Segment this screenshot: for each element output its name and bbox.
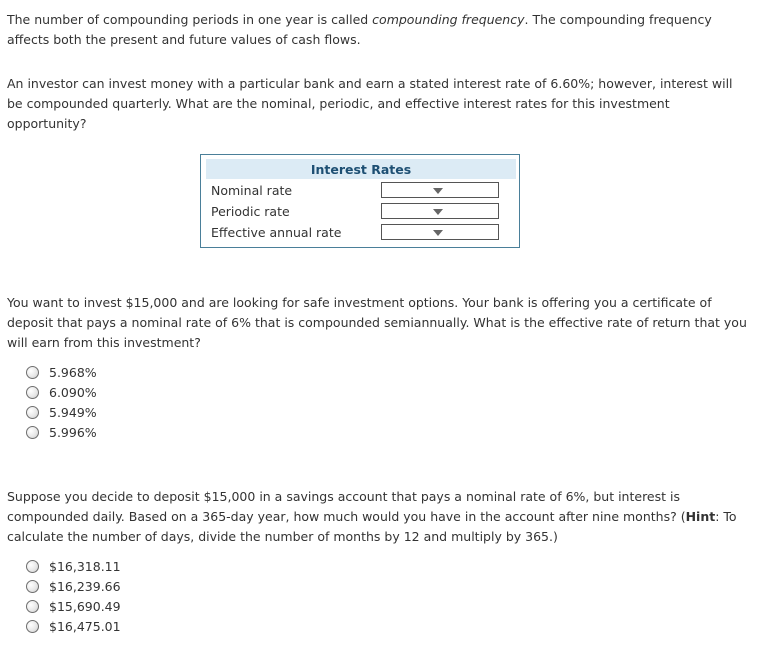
q3-option-4-label: $16,475.01: [49, 619, 121, 634]
interest-rates-title: Interest Rates: [206, 159, 516, 179]
nominal-rate-dropdown[interactable]: [381, 182, 499, 198]
radio-button-icon[interactable]: [26, 406, 39, 419]
chevron-down-icon: [433, 209, 443, 215]
radio-button-icon[interactable]: [26, 620, 39, 633]
q3-text-before: Suppose you decide to deposit $15,000 in a savings account that pays a nominal rate of 6%, but interest is compounded daily. Based on a 365-day year, how much would you have in the account after nine months? (: [7, 489, 686, 524]
radio-button-icon[interactable]: [26, 560, 39, 573]
q2-option-1-label: 5.968%: [49, 365, 97, 380]
radio-button-icon[interactable]: [26, 580, 39, 593]
periodic-rate-row: [211, 201, 511, 222]
question1-text: An investor can invest money with a particular bank and earn a stated interest rate of 6.60%; however, interest will be compounded quarterly. What are the nominal, periodic, and effective interest rates for this investment opportunity?: [7, 76, 733, 131]
q3-hint-label: Hint: [685, 509, 716, 524]
chevron-down-icon: [433, 188, 443, 194]
radio-button-icon[interactable]: [26, 366, 39, 379]
radio-button-icon[interactable]: [26, 426, 39, 439]
effective-rate-dropdown[interactable]: [381, 224, 499, 240]
radio-button-icon[interactable]: [26, 386, 39, 399]
intro-text-after: . The compounding frequency affects both the present and future values of cash flows.: [7, 12, 712, 47]
q2-option-2-label: 6.090%: [49, 385, 97, 400]
chevron-down-icon: [433, 230, 443, 236]
intro-paragraph: [7, 10, 752, 50]
q3-option-1-label: $16,318.11: [49, 559, 121, 574]
q2-option-4-label: 5.996%: [49, 425, 97, 440]
effective-rate-row: [211, 222, 511, 243]
nominal-rate-label: Nominal rate: [211, 183, 293, 198]
q2-option-3-label: 5.949%: [49, 405, 97, 420]
q3-text-after: : To calculate the number of days, divide the number of months by 12 and multiply by 365.): [7, 509, 737, 544]
periodic-rate-label: Periodic rate: [211, 204, 290, 219]
intro-text-before: The number of compounding periods in one year is called: [7, 12, 373, 27]
question2-text: You want to invest $15,000 and are looking for safe investment options. Your bank is offering you a certificate of deposit that pays a nominal rate of 6% that is compounded semiannually. What is the effective rate of return that you will earn from this investment?: [7, 295, 747, 350]
nominal-rate-row: [211, 180, 511, 201]
q3-option-2-label: $16,239.66: [49, 579, 121, 594]
question3-text: [7, 487, 752, 547]
effective-rate-label: Effective annual rate: [211, 225, 342, 240]
interest-rates-table: [200, 154, 520, 248]
radio-button-icon[interactable]: [26, 600, 39, 613]
intro-term: compounding frequency: [372, 12, 525, 27]
q3-option-3-label: $15,690.49: [49, 599, 121, 614]
periodic-rate-dropdown[interactable]: [381, 203, 499, 219]
